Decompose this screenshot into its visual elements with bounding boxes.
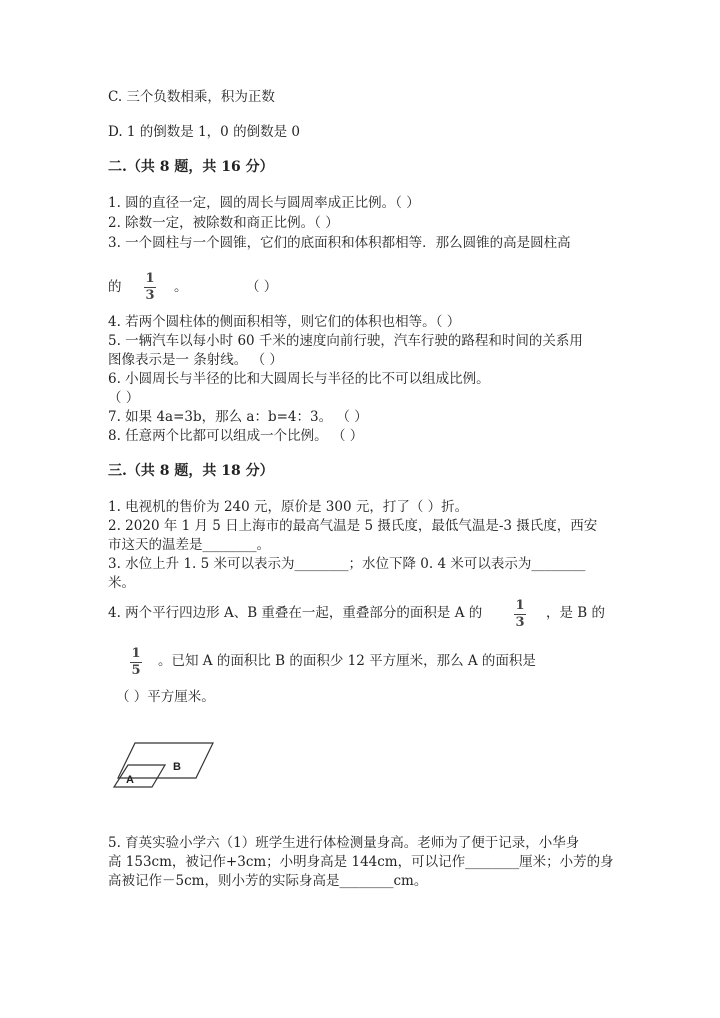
s2-q3-suffix: 。 xyxy=(174,279,188,295)
option-c: C. 三个负数相乘，积为正数 xyxy=(108,89,275,105)
s3-q2-line1: 2. 2020 年 1 月 5 日上海市的最高气温是 5 摄氏度，最低气温是-3 摄氏度，西安 xyxy=(108,518,598,534)
section3-title: 三.（共 8 题，共 18 分） xyxy=(108,463,274,479)
s2-q8: 8. 任意两个比都可以组成一个比例。 （ ） xyxy=(108,428,364,444)
s3-q4-fraction1 xyxy=(512,599,528,630)
s2-q5-line1: 5. 一辆汽车以每小时 60 千米的速度向前行驶，汽车行驶的路程和时间的关系用 xyxy=(108,333,583,349)
figure-label-a: A xyxy=(126,774,134,786)
s2-q3-fraction xyxy=(142,272,158,303)
s2-q6-line2: （ ） xyxy=(108,390,140,406)
s2-q6-line1: 6. 小圆周长与半径的比和大圆周长与半径的比不可以组成比例。 xyxy=(108,371,490,387)
s3-q4-line1-tail: ，是 B 的 xyxy=(546,605,606,621)
s3-q4-fraction2-num: 1 xyxy=(131,646,141,661)
s3-q4-fraction2-den: 5 xyxy=(131,663,141,678)
s3-q4-fraction1-den: 3 xyxy=(515,615,525,630)
parallelogram-figure xyxy=(112,742,222,792)
section2-title: 二.（共 8 题，共 16 分） xyxy=(108,159,274,175)
s2-q3-line1: 3. 一个圆柱与一个圆锥，它们的底面积和体积都相等．那么圆锥的高是圆柱高 xyxy=(108,235,571,251)
s3-q2-line2: 市这天的温差是________。 xyxy=(108,537,270,553)
s3-q4-fraction1-num: 1 xyxy=(515,598,525,613)
s3-q5-line2: 高 153cm，被记作+3cm；小明身高是 144cm，可以记作________厘米；小芳的身 xyxy=(108,854,614,870)
s2-q3-fraction-den: 3 xyxy=(145,288,155,303)
figure-label-b: B xyxy=(173,761,181,773)
s2-q7: 7. 如果 4a=3b，那么 a：b=4：3。 （ ） xyxy=(108,409,368,425)
s3-q1: 1. 电视机的售价为 240 元，原价是 300 元，打了（ ）折。 xyxy=(108,499,469,515)
s2-q3-prefix: 的 xyxy=(108,279,122,295)
s3-q4-line1: 4. 两个平行四边形 A、B 重叠在一起，重叠部分的面积是 A 的 xyxy=(108,605,483,621)
option-d: D. 1 的倒数是 1，0 的倒数是 0 xyxy=(108,124,300,140)
s3-q3-line1: 3. 水位上升 1. 5 米可以表示为________；水位下降 0. 4 米可以表示为________ xyxy=(108,556,586,572)
s2-q4: 4. 若两个圆柱体的侧面积相等，则它们的体积也相等。（ ） xyxy=(108,314,461,330)
s3-q4-fraction2 xyxy=(128,647,144,678)
parallelogram-a xyxy=(114,765,165,787)
s2-q2: 2. 除数一定，被除数和商正比例。（ ） xyxy=(108,215,339,231)
s3-q5-line3: 高被记作－5cm，则小芳的实际身高是________cm。 xyxy=(108,873,428,889)
s3-q5-line1: 5. 育英实验小学六（1）班学生进行体检测量身高。老师为了便于记录，小华身 xyxy=(108,835,580,851)
s3-q4-line2: 。已知 A 的面积比 B 的面积少 12 平方厘米，那么 A 的面积是 xyxy=(158,653,536,669)
s2-q1: 1. 圆的直径一定，圆的周长与圆周率成正比例。（ ） xyxy=(108,195,420,211)
s3-q4-line3: （ ）平方厘米。 xyxy=(116,689,215,705)
s2-q3-fraction-num: 1 xyxy=(145,271,155,286)
s2-q3-paren: （ ） xyxy=(246,279,278,295)
s2-q5-line2: 图像表示是一 条射线。 （ ） xyxy=(108,352,283,368)
s3-q3-line2: 米。 xyxy=(108,575,135,591)
parallelogram-b xyxy=(118,743,213,778)
